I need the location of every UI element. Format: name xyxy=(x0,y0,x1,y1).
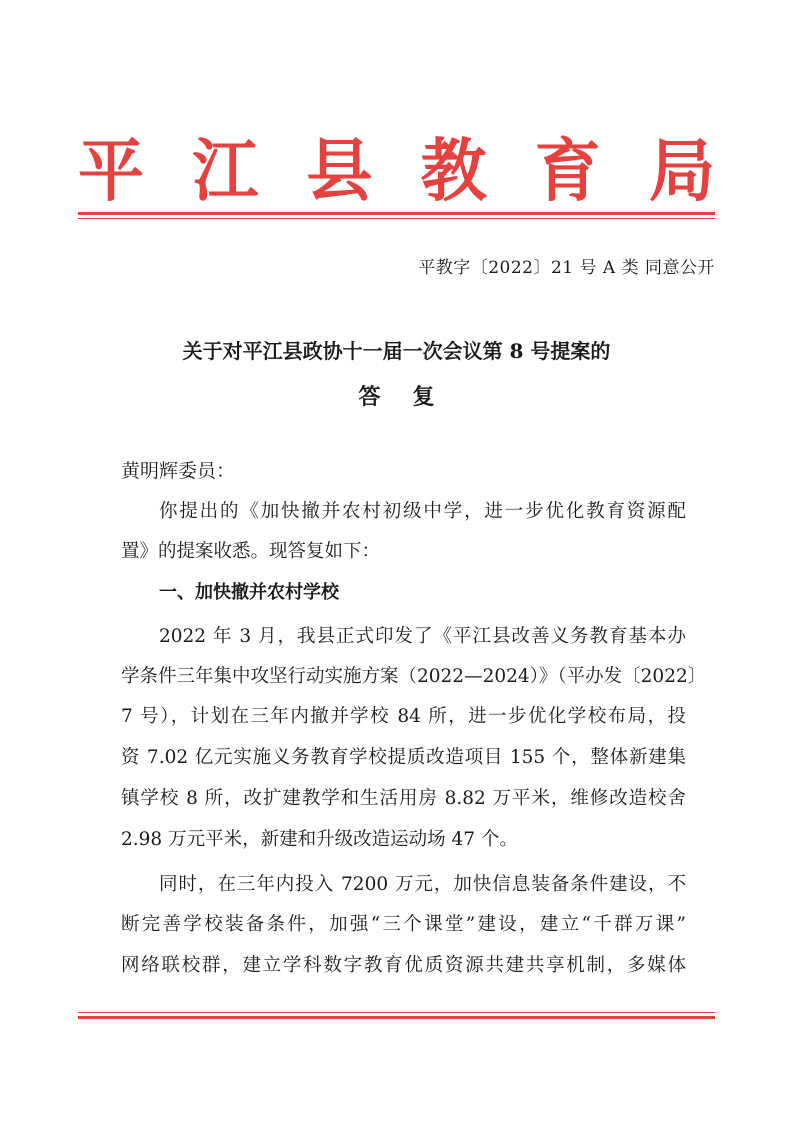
paragraph-3-line-2: 断完善学校装备条件，加强“三个课堂”建设，建立“千群万课” xyxy=(121,914,686,935)
footer-divider-thick xyxy=(78,1016,715,1019)
masthead-char: 县 xyxy=(306,130,373,211)
footer-divider-thin xyxy=(78,1012,715,1013)
paragraph-2-line-6: 2.98 万元平米，新建和升级改造运动场 47 个。 xyxy=(121,829,518,850)
paragraph-1-line-2: 置》的提案收悉。现答复如下： xyxy=(121,541,381,562)
paragraph-3-line-3: 网络联校群，建立学科数字教育优质资源共建共享机制，多媒体 xyxy=(121,955,686,976)
paragraph-2-line-5: 镇学校 8 所，改扩建教学和生活用房 8.82 万平米，维修改造校舍 xyxy=(121,788,686,809)
paragraph-1-line-1: 你提出的《加快撤并农村初级中学，进一步优化教育资源配 xyxy=(159,501,686,522)
masthead-char: 局 xyxy=(648,130,715,211)
masthead-divider-thin xyxy=(78,218,715,219)
masthead-char: 教 xyxy=(420,130,487,211)
masthead-char: 平 xyxy=(78,130,144,211)
paragraph-2-line-4: 资 7.02 亿元实施义务教育学校提质改造项目 155 个，整体新建集 xyxy=(121,747,686,768)
document-title-line1: 关于对平江县政协十一届一次会议第 8 号提案的 xyxy=(182,339,611,363)
document-title-line2: 答复 xyxy=(358,384,467,410)
paragraph-3-line-1: 同时，在三年内投入 7200 万元，加快信息装备条件建设，不 xyxy=(159,874,686,895)
paragraph-2-line-3: 7 号），计划在三年内撤并学校 84 所，进一步优化学校布局，投 xyxy=(121,706,686,727)
paragraph-2-line-1: 2022 年 3 月，我县正式印发了《平江县改善义务教育基本办 xyxy=(159,626,686,647)
section-heading-1: 一、加快撤并农村学校 xyxy=(159,582,339,603)
masthead-char: 育 xyxy=(534,130,601,211)
masthead-title xyxy=(78,128,715,213)
masthead-char: 江 xyxy=(192,130,259,211)
masthead-divider-thick xyxy=(78,212,715,215)
paragraph-2-line-2: 学条件三年集中攻坚行动实施方案（2022—2024）》（平办发〔2022〕 xyxy=(121,666,707,687)
salutation: 黄明辉委员： xyxy=(121,460,236,482)
document-number: 平教字〔2022〕21 号 A 类 同意公开 xyxy=(418,258,715,278)
